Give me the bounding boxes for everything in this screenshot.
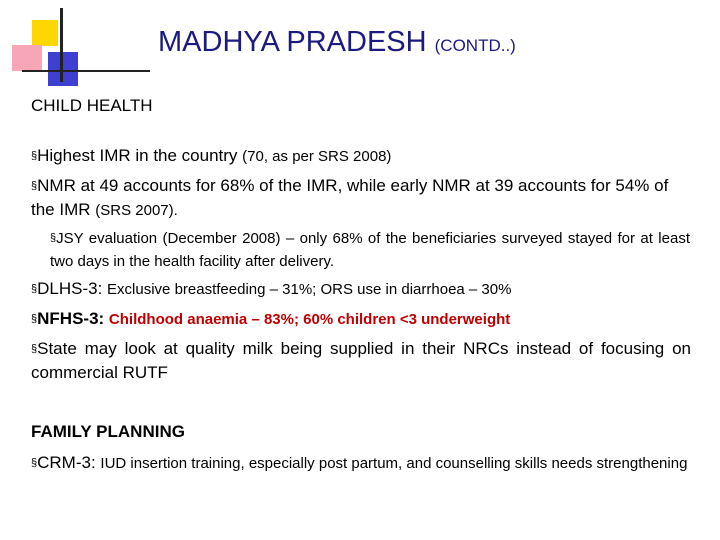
title-main: MADHYA PRADESH	[158, 26, 427, 58]
decor-horizontal-line	[22, 70, 150, 72]
bullet-dlhs-label: DLHS-3:	[37, 279, 103, 298]
bullet-marker: §	[31, 283, 38, 295]
bullet-nmr-note: (SRS 2007).	[95, 202, 178, 219]
bullet-dlhs-text: Exclusive breastfeeding – 31%; ORS use in diarrhoea – 30%	[107, 281, 512, 298]
bullet-marker: §	[31, 150, 38, 162]
bullet-nfhs-label: NFHS-3:	[37, 309, 105, 328]
bullet-nfhs-text: Childhood anaemia – 83%; 60% children <3 underweight	[108, 311, 511, 328]
bullet-nrc-text: State may look at quality milk being supplied in their NRCs instead of focusing on commercial RUTF	[31, 339, 691, 382]
bullet-marker: §	[31, 343, 38, 355]
bullet-crm-label: CRM-3:	[37, 453, 96, 472]
bullet-imr-note: (70, as per SRS 2008)	[242, 148, 392, 165]
bullet-imr-label: Highest IMR in the country	[37, 146, 238, 165]
bullet-imr	[31, 145, 691, 169]
bullet-nmr	[31, 175, 691, 222]
decor-pink-square	[12, 45, 42, 71]
bullet-nmr-label: NMR at 49 accounts for 68% of the IMR, while early NMR at 39 accounts for 54% of the IMR	[31, 176, 669, 219]
bullet-marker: §	[50, 232, 57, 244]
bullet-marker: §	[31, 457, 38, 469]
sub-bullet-jsy-text: JSY evaluation (December 2008) – only 68% of the beneficiaries surveyed stayed for at least two days in the health facility after delivery.	[50, 230, 690, 270]
slide-title	[158, 26, 516, 59]
decor-blue-square	[48, 52, 78, 86]
bullet-crm-text: IUD insertion training, especially post partum, and counselling skills needs strengthening	[100, 455, 688, 472]
family-planning-heading: FAMILY PLANNING	[31, 422, 185, 441]
bullet-dlhs	[31, 278, 691, 302]
bullet-nfhs	[31, 308, 691, 332]
child-health-heading: CHILD HEALTH	[31, 96, 153, 115]
bullet-crm	[31, 452, 691, 476]
title-sub: (CONTD..)	[434, 36, 516, 55]
bullet-marker: §	[31, 313, 38, 325]
bullet-marker: §	[31, 180, 38, 192]
bullet-nrc	[31, 338, 691, 384]
decor-yellow-square	[32, 20, 58, 46]
sub-bullet-jsy	[50, 228, 690, 273]
